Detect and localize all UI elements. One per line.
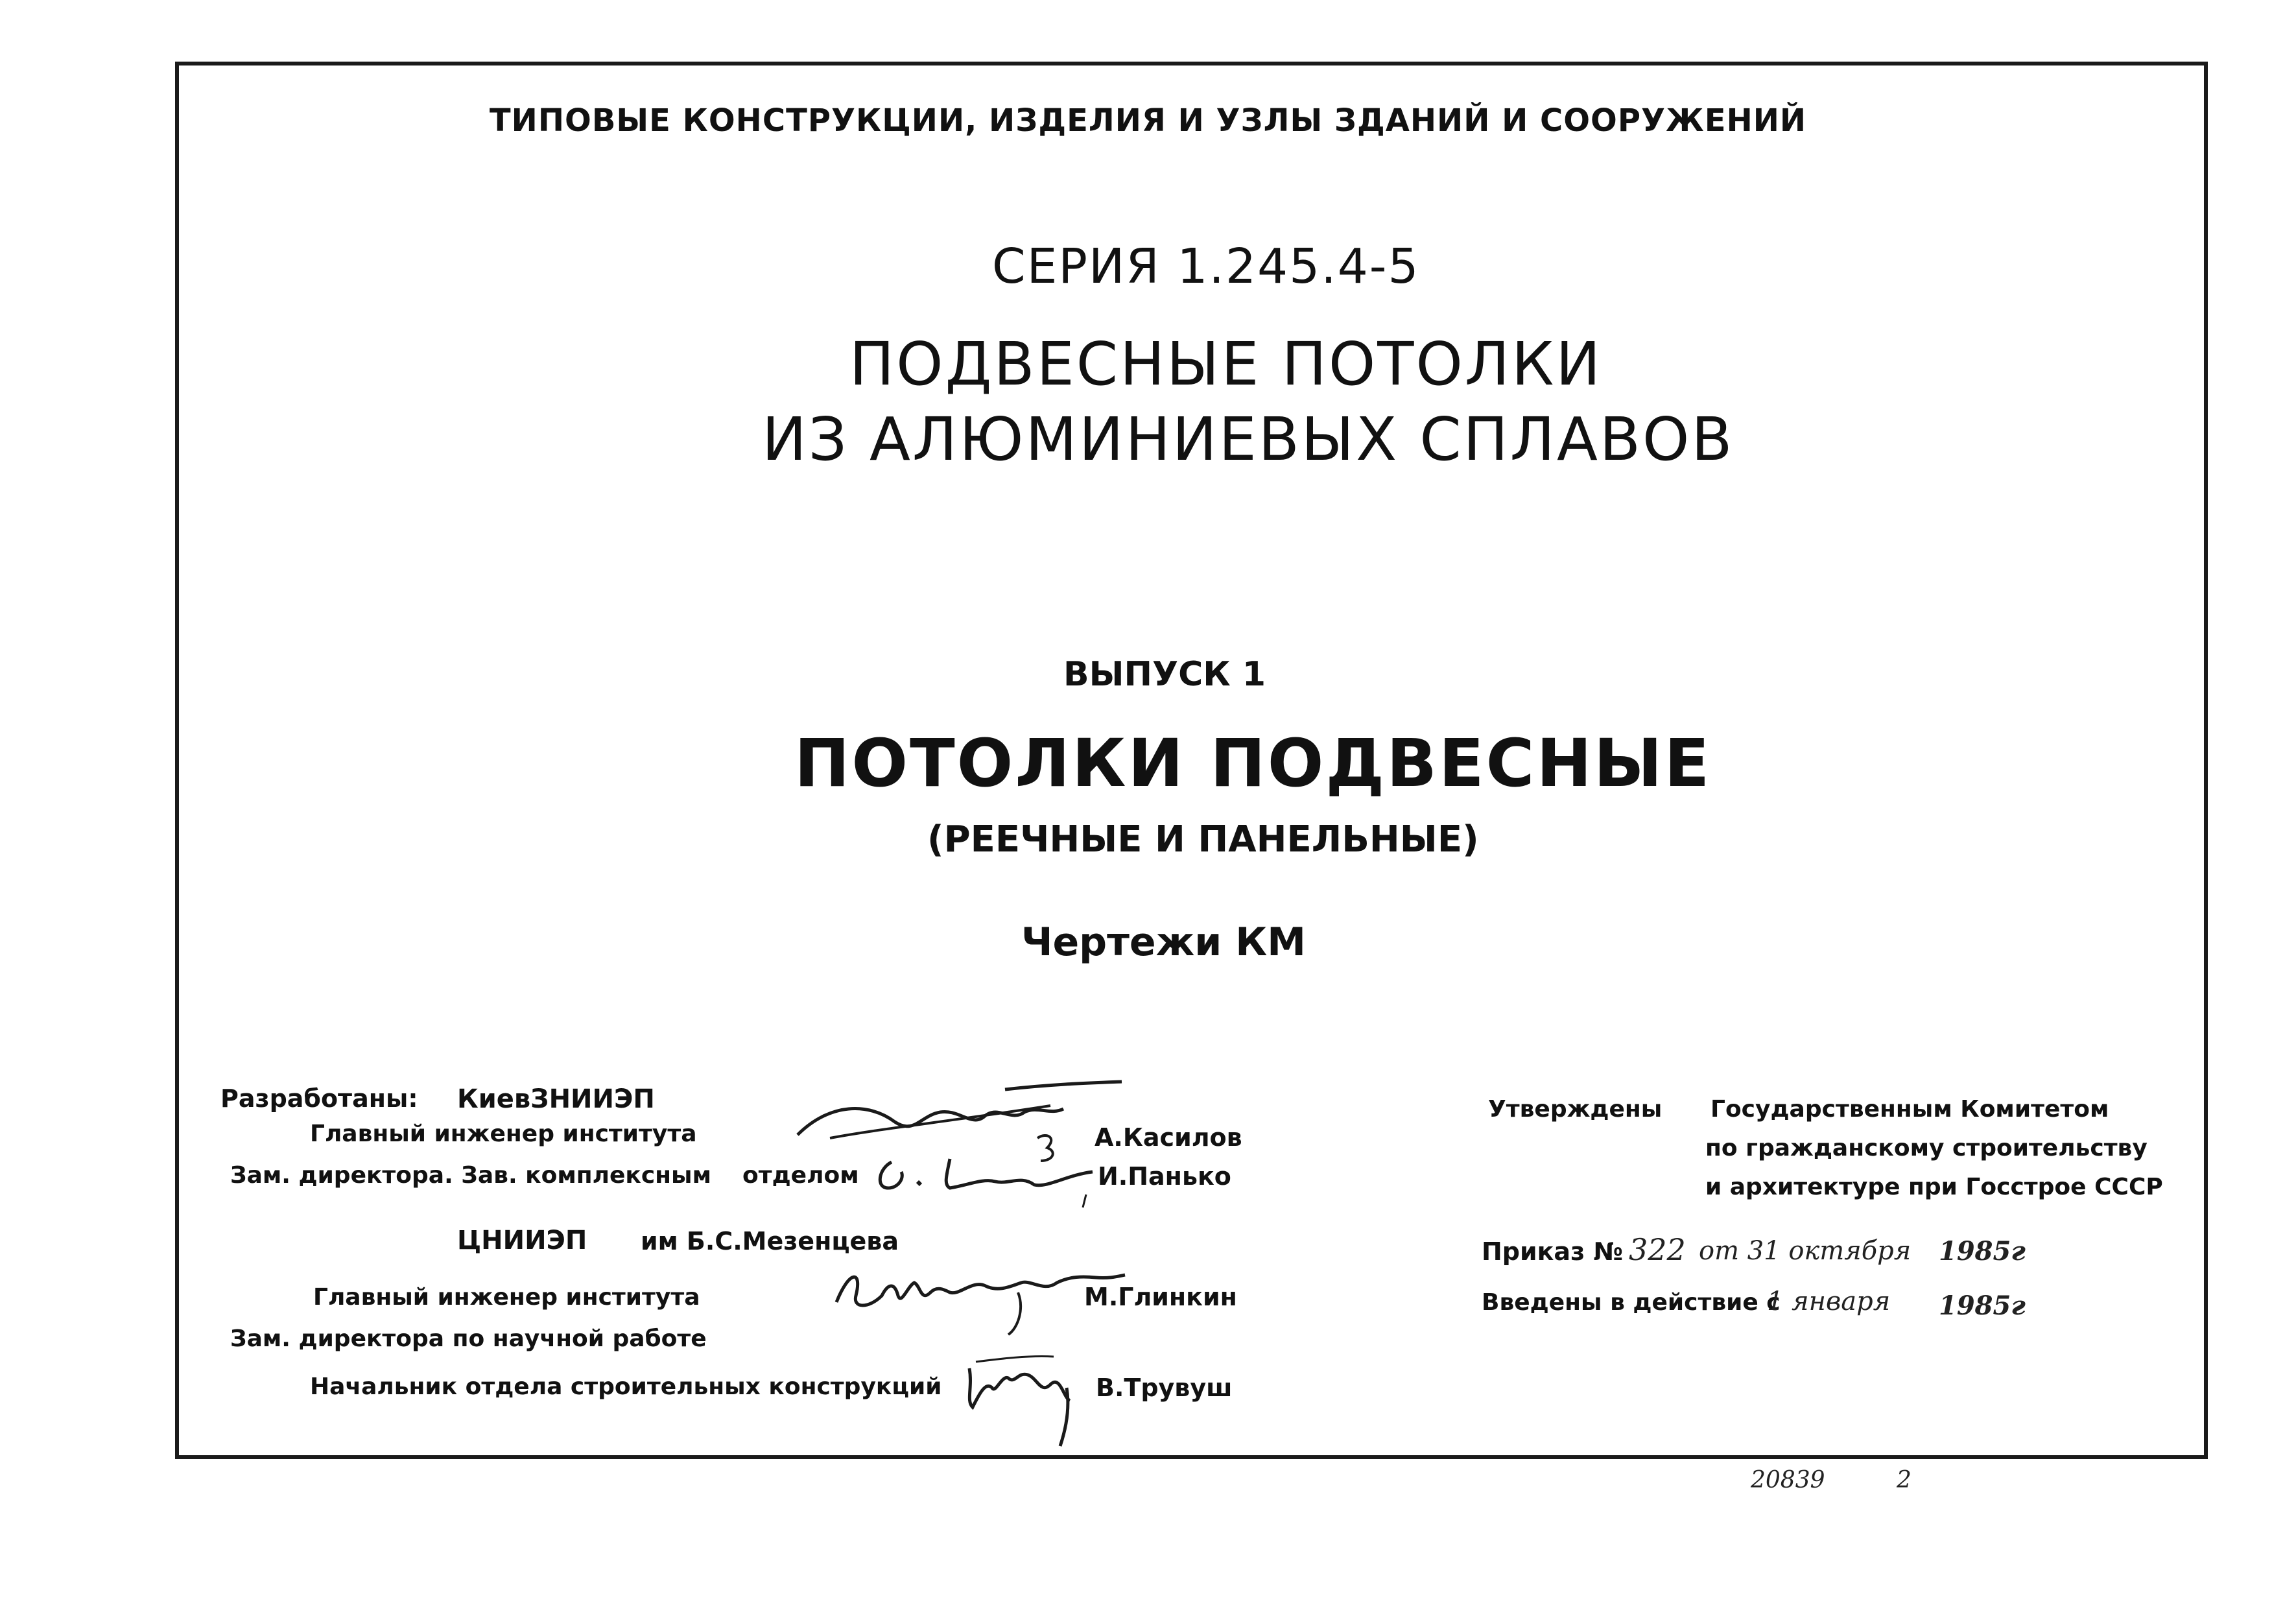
org1-deputy-role: Зам. директора. Зав. комплексным <box>230 1162 712 1189</box>
approved-label: Утверждены <box>1488 1096 1663 1123</box>
effective-date: 1 января <box>1767 1287 1891 1316</box>
inventory-number: 20839 <box>1751 1467 1825 1493</box>
org2-chief-role: Главный инженер института <box>313 1284 700 1311</box>
main-title-line2: ИЗ АЛЮМИНИЕВЫХ СПЛАВОВ <box>762 405 1734 474</box>
main-title-line1: ПОДВЕСНЫЕ ПОТОЛКИ <box>849 329 1603 399</box>
org2-head-name: В.Трувуш <box>1096 1373 1233 1402</box>
developer-org1: КиевЗНИИЭП <box>457 1084 655 1114</box>
signature-panko <box>872 1149 1106 1214</box>
issue-subtitle: (РЕЕЧНЫЕ И ПАНЕЛЬНЫЕ) <box>927 818 1479 861</box>
issue-title: ПОТОЛКИ ПОДВЕСНЫЕ <box>794 725 1712 802</box>
org2-chief-name: М.Глинкин <box>1084 1283 1237 1311</box>
issue-label: ВЫПУСК 1 <box>1063 655 1266 694</box>
series-number: СЕРИЯ 1.245.4-5 <box>992 239 1420 294</box>
order-date: от 31 октября <box>1699 1236 1911 1266</box>
order-year: 1985г <box>1939 1236 2026 1266</box>
signature-truvush <box>956 1349 1099 1453</box>
committee-line3: и архитектуре при Госстрое СССР <box>1705 1174 2163 1200</box>
committee-line2: по гражданскому строительству <box>1705 1135 2148 1161</box>
committee-line1: Государственным Комитетом <box>1710 1096 2109 1123</box>
drawings-type: Чертежи КМ <box>1021 920 1306 965</box>
order-number: 322 <box>1629 1232 1686 1267</box>
org2-deputy-role: Зам. директора по научной работе <box>230 1326 707 1352</box>
org1-chief-role: Главный инженер института <box>310 1121 697 1147</box>
series-collection-heading: ТИПОВЫЕ КОНСТРУКЦИИ, ИЗДЕЛИЯ И УЗЛЫ ЗДАНИЙ И СООРУЖЕНИЙ <box>489 102 1807 139</box>
signature-glinkin <box>823 1257 1128 1341</box>
org2-named-after: им Б.С.Мезенцева <box>641 1227 899 1255</box>
effective-label: Введены в действие с <box>1482 1289 1781 1316</box>
developed-label: Разработаны: <box>220 1084 418 1113</box>
org1-deputy-name: И.Панько <box>1098 1162 1231 1191</box>
org2-head-role: Начальник отдела строительных конструкций <box>310 1373 942 1400</box>
developer-org2: ЦНИИЭП <box>457 1226 587 1255</box>
org1-deputy-dept: отделом <box>742 1162 859 1189</box>
org1-chief-name: А.Касилов <box>1095 1123 1242 1152</box>
effective-year: 1985г <box>1939 1290 2026 1321</box>
order-label: Приказ № <box>1482 1237 1624 1266</box>
page-number: 2 <box>1897 1467 1911 1493</box>
